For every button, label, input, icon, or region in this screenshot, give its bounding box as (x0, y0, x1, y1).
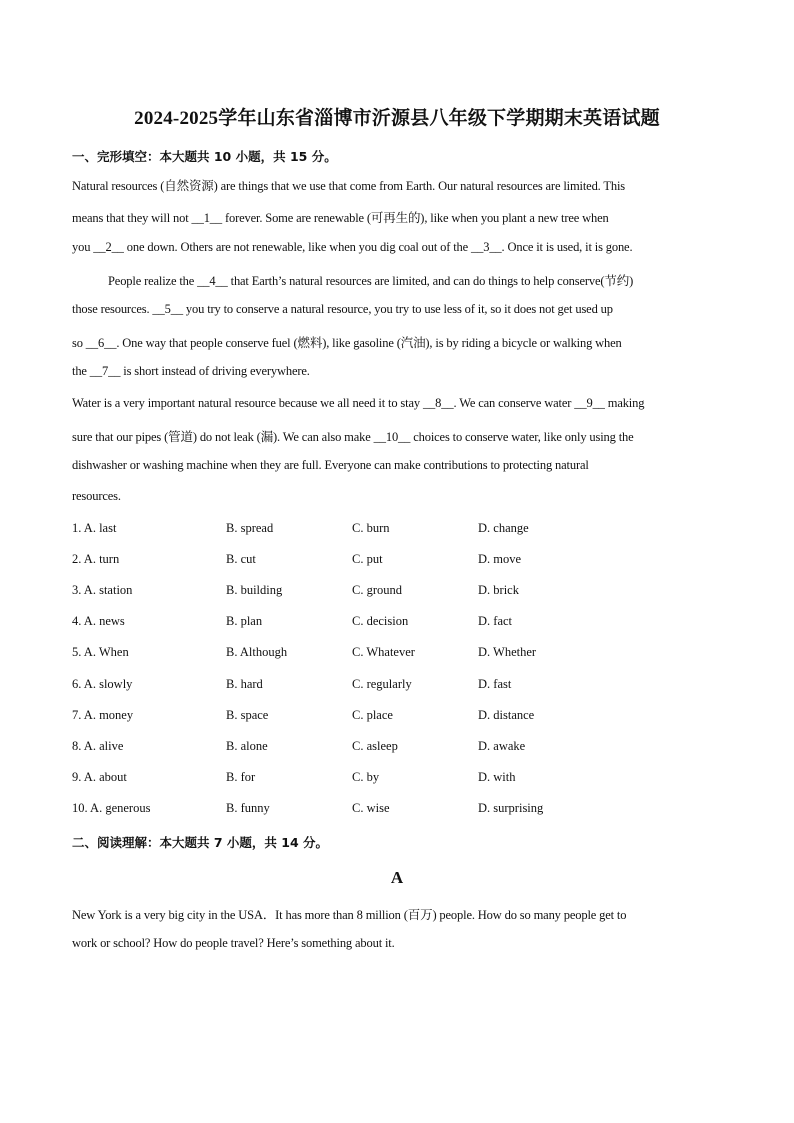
page-title: 2024-2025学年山东省淄博市沂源县八年级下学期期末英语试题 (134, 108, 660, 129)
passage-text: means that they will not (72, 211, 192, 225)
option-d: D. fast (478, 677, 512, 691)
option-d: D. fact (478, 614, 513, 628)
passage-text: you (72, 240, 94, 254)
option-row (72, 677, 722, 695)
passage-text: those resources. (72, 302, 153, 316)
passage-line (72, 208, 722, 226)
option-a: 1. A. last (72, 521, 117, 535)
option-d: D. change (478, 521, 529, 535)
passage-line (72, 302, 722, 317)
option-c: C. place (352, 708, 393, 722)
option-c: C. burn (352, 521, 390, 535)
passage-line (72, 458, 722, 473)
passage-text: choices to conserve water, like only using the (410, 430, 634, 444)
option-b: B. alone (226, 739, 268, 753)
option-b: B. hard (226, 677, 263, 691)
option-row (72, 770, 722, 788)
option-b: B. cut (226, 552, 256, 566)
option-a: 6. A. slowly (72, 677, 133, 691)
option-d: D. distance (478, 708, 535, 722)
option-b: B. building (226, 583, 283, 597)
option-c: C. regularly (352, 677, 412, 691)
passage-text: . We can conserve water __9__ making (453, 396, 645, 410)
option-d: D. Whether (478, 645, 537, 659)
option-a: 2. A. turn (72, 552, 120, 566)
option-row (72, 583, 722, 601)
option-c: C. decision (352, 614, 409, 628)
passage-text: so (72, 336, 86, 350)
answer-blank: __1__ (191, 211, 223, 225)
passage-line (72, 489, 722, 504)
option-row (72, 645, 722, 663)
option-a: 3. A. station (72, 583, 133, 597)
option-d: D. surprising (478, 801, 544, 815)
option-a: 4. A. news (72, 614, 125, 628)
option-c: C. Whatever (352, 645, 415, 659)
passage-line (72, 427, 722, 445)
answer-blank: __2__ (93, 240, 124, 254)
answer-blank: __7__ (89, 364, 121, 378)
option-row (72, 739, 722, 757)
option-a: 7. A. money (72, 708, 134, 722)
option-b: B. Although (226, 645, 288, 659)
option-d: D. awake (478, 739, 526, 753)
passage-text: the (72, 364, 90, 378)
option-b: B. for (226, 770, 256, 784)
option-b: B. funny (226, 801, 270, 815)
passage-text: forever. Some are renewable (可再生的), like when you plant a new tree when (222, 211, 609, 225)
option-b: B. plan (226, 614, 263, 628)
option-row (72, 708, 722, 726)
option-c: C. put (352, 552, 383, 566)
passage-text: that Earth’s natural resources are limited, and can do things to help conserve(节约) (227, 274, 634, 288)
option-c: C. wise (352, 801, 390, 815)
section-heading-reading: 二、阅读理解：本大题共 7 小题，共 14 分。 (72, 835, 329, 850)
option-row (72, 801, 722, 819)
passage-line (108, 271, 758, 289)
option-c: C. asleep (352, 739, 398, 753)
passage-text: People realize the (108, 274, 198, 288)
option-c: C. ground (352, 583, 402, 597)
passage-text: resources. (72, 489, 121, 503)
passage-text: is short instead of driving everywhere. (120, 364, 310, 378)
option-row (72, 521, 722, 539)
passage-line (72, 396, 722, 411)
passage-a-heading: A (390, 868, 404, 887)
reading-line: work or school? How do people travel? Here’s something about it. (72, 936, 395, 950)
passage-line (72, 176, 722, 194)
answer-blank: __5__ (152, 302, 183, 316)
passage-line (72, 333, 722, 351)
answer-blank: __8__ (422, 396, 454, 410)
option-a: 10. A. generous (72, 801, 151, 815)
option-d: D. move (478, 552, 522, 566)
passage-text: sure that our pipes (管道) do not leak (漏). We can also make (72, 430, 374, 444)
passage-text: one down. Others are not renewable, like when you dig coal out of the __3__. Once it is used, it is gone. (123, 240, 633, 254)
reading-line: New York is a very big city in the USA．It has more than 8 million (百万) people. How do so many people get to (72, 908, 627, 922)
option-a: 9. A. about (72, 770, 127, 784)
passage-text: Natural resources (自然资源) are things that we use that come from Earth. Our natural resources are limited. This (72, 179, 626, 193)
option-d: D. with (478, 770, 516, 784)
answer-blank: __6__ (85, 336, 117, 350)
passage-text: . One way that people conserve fuel (燃料), like gasoline (汽油), is by riding a bicycle or walking when (116, 336, 622, 350)
option-b: B. space (226, 708, 269, 722)
passage-line (72, 240, 722, 255)
option-row (72, 614, 722, 632)
option-b: B. spread (226, 521, 274, 535)
answer-blank: __4__ (197, 274, 228, 288)
section-heading-cloze: 一、完形填空：本大题共 10 小题，共 15 分。 (72, 149, 337, 164)
passage-text: Water is a very important natural resource because we all need it to stay (72, 396, 423, 410)
option-a: 8. A. alive (72, 739, 124, 753)
option-row (72, 552, 722, 570)
passage-text: you try to conserve a natural resource, you try to use less of it, so it does not get used up (182, 302, 613, 316)
passage-text: dishwasher or washing machine when they are full. Everyone can make contributions to protecting natural (72, 458, 589, 472)
passage-line (72, 364, 722, 379)
option-c: C. by (352, 770, 380, 784)
option-a: 5. A. When (72, 645, 129, 659)
answer-blank: __10__ (373, 430, 411, 444)
option-d: D. brick (478, 583, 519, 597)
